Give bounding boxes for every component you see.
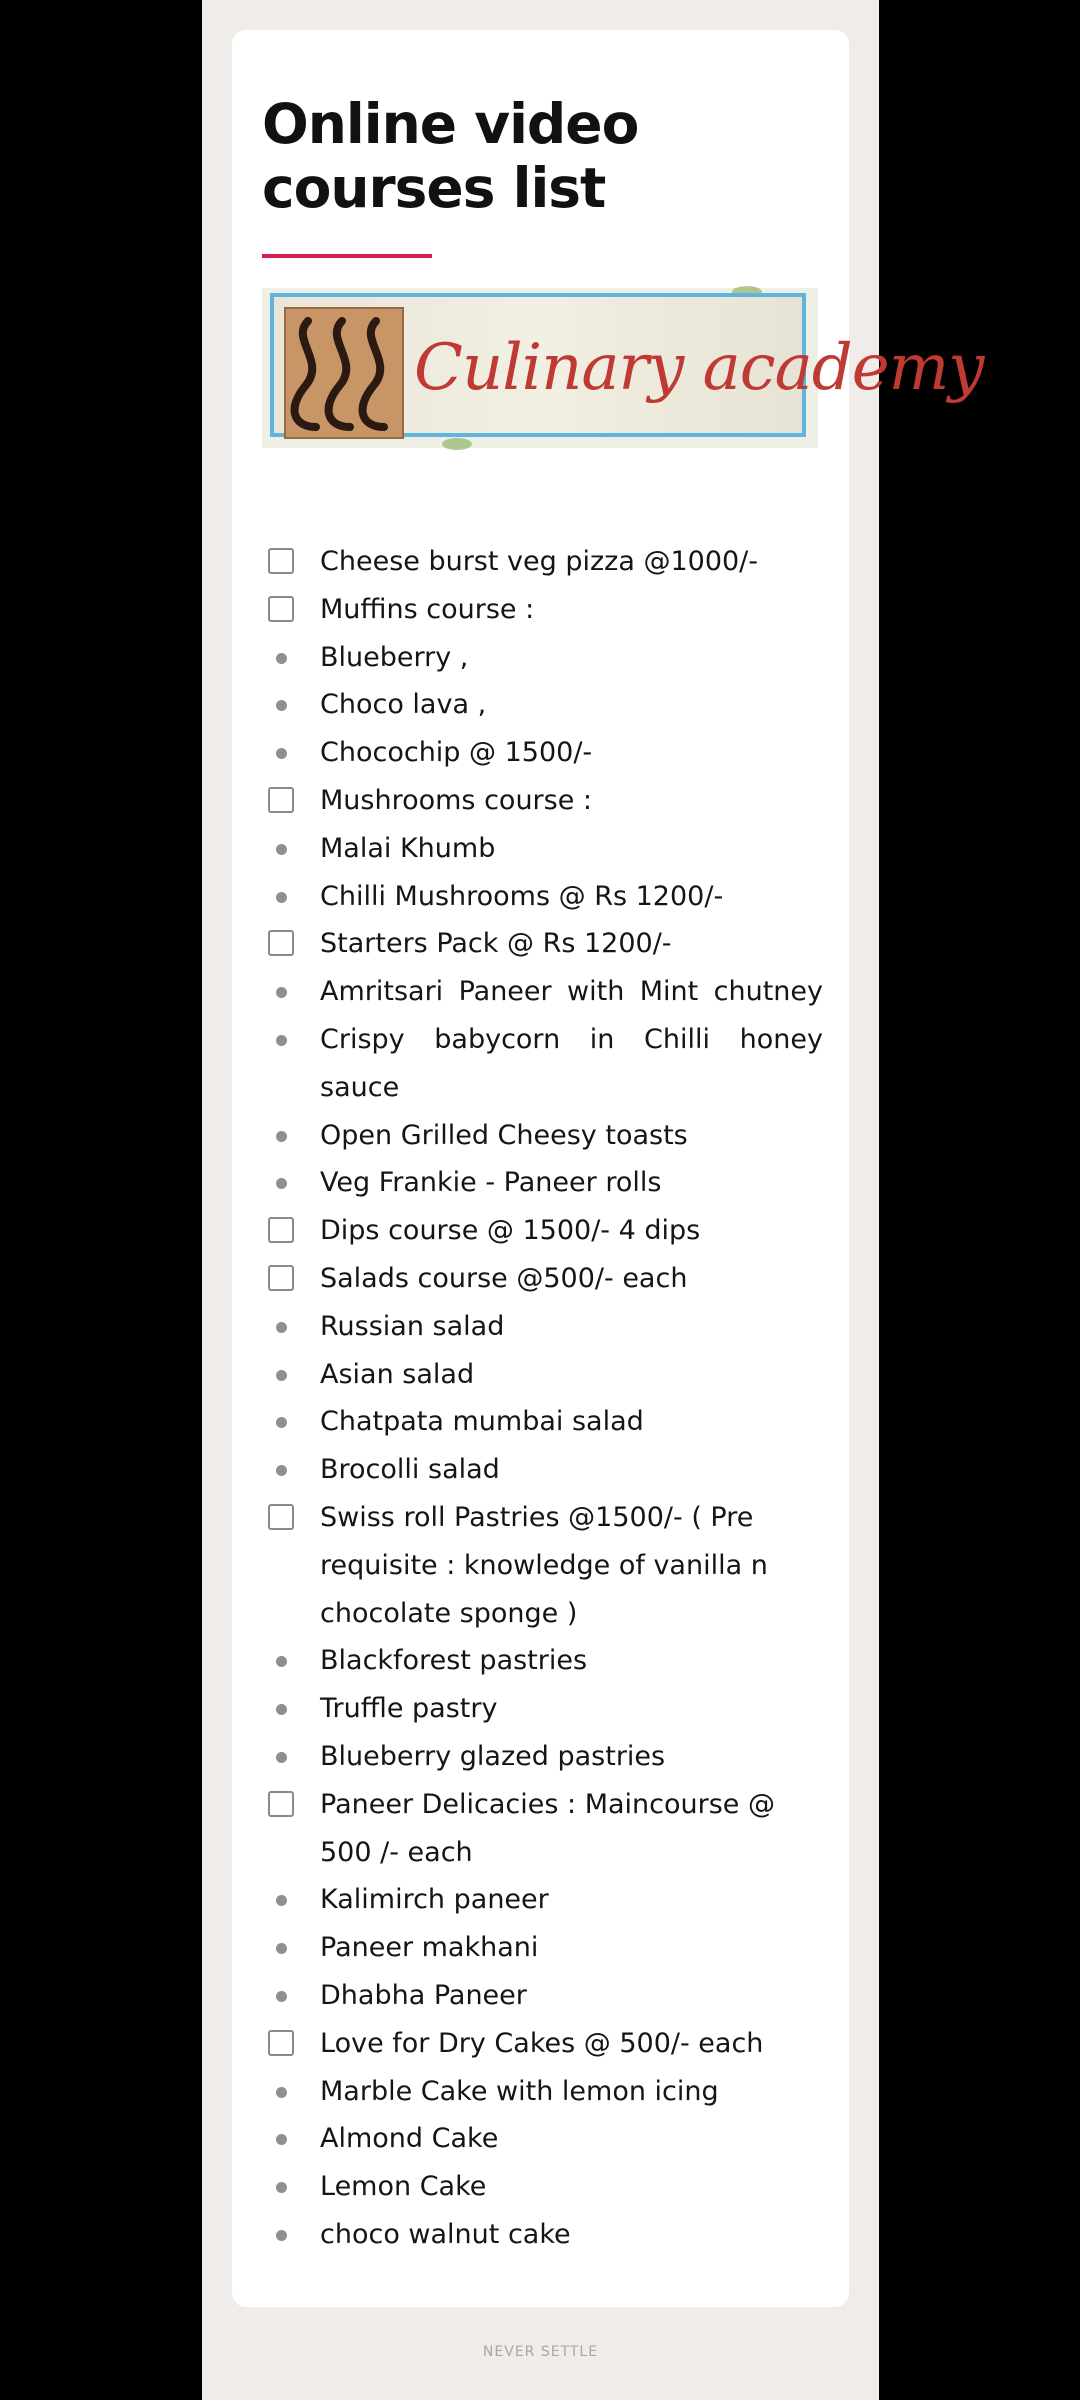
- footer-tagline: NEVER SETTLE: [482, 2344, 599, 2360]
- title-underline: [262, 254, 432, 258]
- item-label: Paneer makhani: [320, 1932, 539, 1964]
- checkbox-icon[interactable]: [268, 1791, 294, 1817]
- checklist-item[interactable]: [232, 920, 849, 968]
- bullet-icon: [276, 1895, 287, 1906]
- bullet-icon: [276, 1943, 287, 1954]
- bullet-icon: [276, 1131, 287, 1142]
- checkbox-icon[interactable]: [268, 596, 294, 622]
- bullet-icon: [276, 2182, 287, 2193]
- item-label: Lemon Cake: [320, 2171, 487, 2203]
- item-label: Starters Pack @ Rs 1200/-: [320, 928, 672, 960]
- item-label: Blueberry ,: [320, 641, 469, 673]
- item-label: Choco lava ,: [320, 689, 487, 721]
- item-label: Blackforest pastries: [320, 1645, 588, 1677]
- bullet-icon: [276, 700, 287, 711]
- item-label: Blueberry glazed pastries: [320, 1740, 666, 1772]
- bullet-item: [232, 1446, 849, 1494]
- bullet-item: [232, 729, 849, 777]
- bullet-icon: [276, 1178, 287, 1189]
- bullet-icon: [276, 748, 287, 759]
- item-label: Paneer Delicacies : Maincourse @ 500 /- each: [320, 1788, 776, 1868]
- page-title: Online video courses list: [262, 92, 639, 220]
- bullet-icon: [276, 987, 287, 998]
- item-label: Amritsari Paneer with Mint chutney: [320, 976, 823, 1008]
- item-label: Muffins course :: [320, 593, 535, 625]
- bullet-icon: [276, 1417, 287, 1428]
- bullet-item: [232, 968, 849, 1016]
- item-label: Mushrooms course :: [320, 784, 593, 816]
- course-list: [232, 538, 849, 2259]
- bullet-item: [232, 1016, 849, 1112]
- sks-logo-graphic: [286, 309, 402, 437]
- item-label: Salads course @500/- each: [320, 1262, 688, 1294]
- bullet-item: [232, 825, 849, 873]
- item-label: Cheese burst veg pizza @1000/-: [320, 546, 759, 577]
- bullet-icon: [276, 1370, 287, 1381]
- item-label: Almond Cake: [320, 2123, 499, 2155]
- checklist-item[interactable]: [232, 1781, 849, 1877]
- checkbox-icon[interactable]: [268, 548, 294, 574]
- item-label: Dips course @ 1500/- 4 dips: [320, 1215, 701, 1247]
- bullet-item: [232, 1924, 849, 1972]
- bullet-item: [232, 1303, 849, 1351]
- item-label: Veg Frankie - Paneer rolls: [320, 1167, 662, 1199]
- bullet-item: [232, 1733, 849, 1781]
- bullet-icon: [276, 1465, 287, 1476]
- item-label: Crispy babycorn in Chilli honey sauce: [320, 1023, 823, 1103]
- checkbox-icon[interactable]: [268, 1217, 294, 1243]
- bullet-icon: [276, 2230, 287, 2241]
- bullet-icon: [276, 1752, 287, 1763]
- bullet-icon: [276, 653, 287, 664]
- bullet-icon: [276, 1991, 287, 2002]
- bullet-icon: [276, 2087, 287, 2098]
- item-label: Asian salad: [320, 1358, 475, 1390]
- checklist-item[interactable]: [232, 1494, 849, 1637]
- checklist-item[interactable]: [232, 2020, 849, 2068]
- bullet-item: [232, 2115, 849, 2163]
- bullet-icon: [276, 844, 287, 855]
- bullet-item: [232, 681, 849, 729]
- bullet-icon: [276, 1035, 287, 1046]
- bullet-item: [232, 1876, 849, 1924]
- page-background: [202, 0, 984, 2400]
- item-label: Chocochip @ 1500/-: [320, 737, 593, 769]
- bullet-item: [232, 634, 849, 682]
- item-label: Chilli Mushrooms @ Rs 1200/-: [320, 880, 724, 912]
- checklist-item[interactable]: [232, 1255, 849, 1303]
- bullet-icon: [276, 2134, 287, 2145]
- item-label: Love for Dry Cakes @ 500/- each: [320, 2027, 764, 2059]
- checkbox-icon[interactable]: [268, 930, 294, 956]
- bullet-item: [232, 1398, 849, 1446]
- bullet-item: [232, 1972, 849, 2020]
- bullet-item: [232, 2163, 849, 2211]
- culinary-academy-banner: [262, 288, 984, 448]
- bullet-item: [232, 1637, 849, 1685]
- bullet-item: [232, 1351, 849, 1399]
- banner-title: Culinary academy: [414, 331, 984, 405]
- leaf-decoration: [442, 438, 472, 450]
- bullet-item: [232, 2211, 849, 2259]
- bullet-item: [232, 1159, 849, 1207]
- checklist-item[interactable]: [232, 538, 849, 586]
- item-label: Malai Khumb: [320, 832, 496, 864]
- item-label: Brocolli salad: [320, 1454, 500, 1486]
- bullet-item: [232, 2068, 849, 2116]
- sks-logo: [284, 307, 404, 439]
- item-label: Open Grilled Cheesy toasts: [320, 1119, 688, 1151]
- item-label: Kalimirch paneer: [320, 1884, 549, 1916]
- bullet-icon: [276, 1322, 287, 1333]
- banner-frame: [270, 293, 984, 437]
- item-label: Swiss roll Pastries @1500/- ( Pre requisite : knowledge of vanilla n chocolate sponge ): [320, 1501, 768, 1629]
- checkbox-icon[interactable]: [268, 1504, 294, 1530]
- checkbox-icon[interactable]: [268, 2030, 294, 2056]
- bullet-item: [232, 1685, 849, 1733]
- checklist-item[interactable]: [232, 586, 849, 634]
- item-label: Dhabha Paneer: [320, 1979, 527, 2011]
- checklist-item[interactable]: [232, 777, 849, 825]
- item-label: Chatpata mumbai salad: [320, 1406, 644, 1438]
- checkbox-icon[interactable]: [268, 787, 294, 813]
- item-label: choco walnut cake: [320, 2218, 571, 2250]
- bullet-icon: [276, 892, 287, 903]
- item-label: Russian salad: [320, 1310, 505, 1342]
- bullet-item: [232, 873, 849, 921]
- bullet-icon: [276, 1656, 287, 1667]
- bullet-icon: [276, 1704, 287, 1715]
- content-card: [232, 30, 984, 2307]
- checkbox-icon[interactable]: [268, 1265, 294, 1291]
- bullet-item: [232, 1112, 849, 1160]
- item-label: Marble Cake with lemon icing: [320, 2075, 719, 2107]
- item-label: Truffle pastry: [320, 1693, 498, 1725]
- checklist-item[interactable]: [232, 1207, 849, 1255]
